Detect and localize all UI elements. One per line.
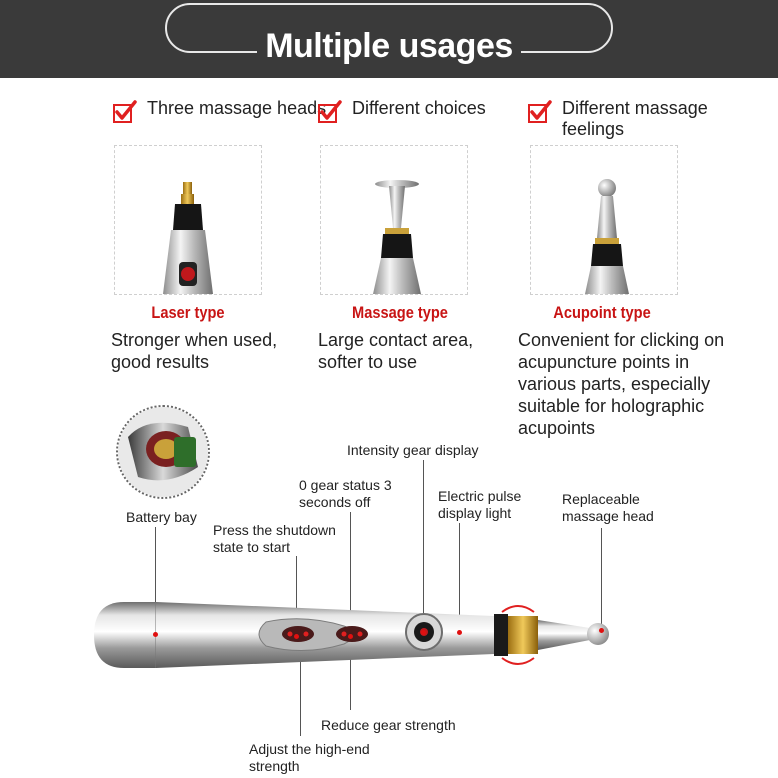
acupuncture-pen-illustration <box>94 596 616 676</box>
acupoint-head-photo <box>530 145 678 295</box>
massage-head-illustration <box>321 146 467 294</box>
feature-heading: Different massage feelings <box>562 98 708 139</box>
pulse-light-marker <box>457 630 462 635</box>
replaceable-head-marker <box>599 628 604 633</box>
laser-type-title: Laser type <box>151 303 225 322</box>
pulse-light-label: Electric pulse display light <box>438 488 522 521</box>
massage-type-description: Large contact area, softer to use <box>318 330 474 372</box>
battery-bay-label: Battery bay <box>126 509 197 525</box>
page-title: Multiple usages <box>0 26 778 66</box>
intensity-display-label: Intensity gear display <box>347 442 479 458</box>
laser-type-description: Stronger when used, good results <box>111 330 278 372</box>
massage-type-title: Massage type <box>352 303 448 322</box>
reduce-gear-label: Reduce gear strength <box>321 717 456 733</box>
intensity-display-marker <box>421 630 426 635</box>
acupoint-type-title: Acupoint type <box>553 303 651 322</box>
press-shutdown-marker <box>294 634 299 639</box>
replaceable-head-label: Replaceable massage head <box>562 491 654 524</box>
header-banner <box>0 0 778 78</box>
checkbox-checked-icon <box>528 100 552 124</box>
zero-gear-label: 0 gear status 3 seconds off <box>299 477 392 510</box>
battery-closeup-illustration <box>118 407 208 497</box>
battery-bay-closeup <box>116 405 210 499</box>
checkbox-checked-icon <box>113 100 137 124</box>
massage-head-photo <box>320 145 468 295</box>
feature-heading: Different choices <box>352 98 486 118</box>
laser-head-illustration <box>115 146 261 294</box>
laser-head-photo <box>114 145 262 295</box>
zero-gear-marker <box>348 634 353 639</box>
adjust-high-label: Adjust the high-end strength <box>249 741 370 774</box>
acupoint-type-description: Convenient for clicking on acupuncture points in various parts, especially suitable for holographic acupoints <box>518 330 725 438</box>
press-shutdown-label: Press the shutdown state to start <box>213 522 336 555</box>
feature-heading: Three massage heads <box>147 98 327 118</box>
acupoint-head-illustration <box>531 146 677 294</box>
battery-bay-marker <box>153 632 158 637</box>
checkbox-checked-icon <box>318 100 342 124</box>
